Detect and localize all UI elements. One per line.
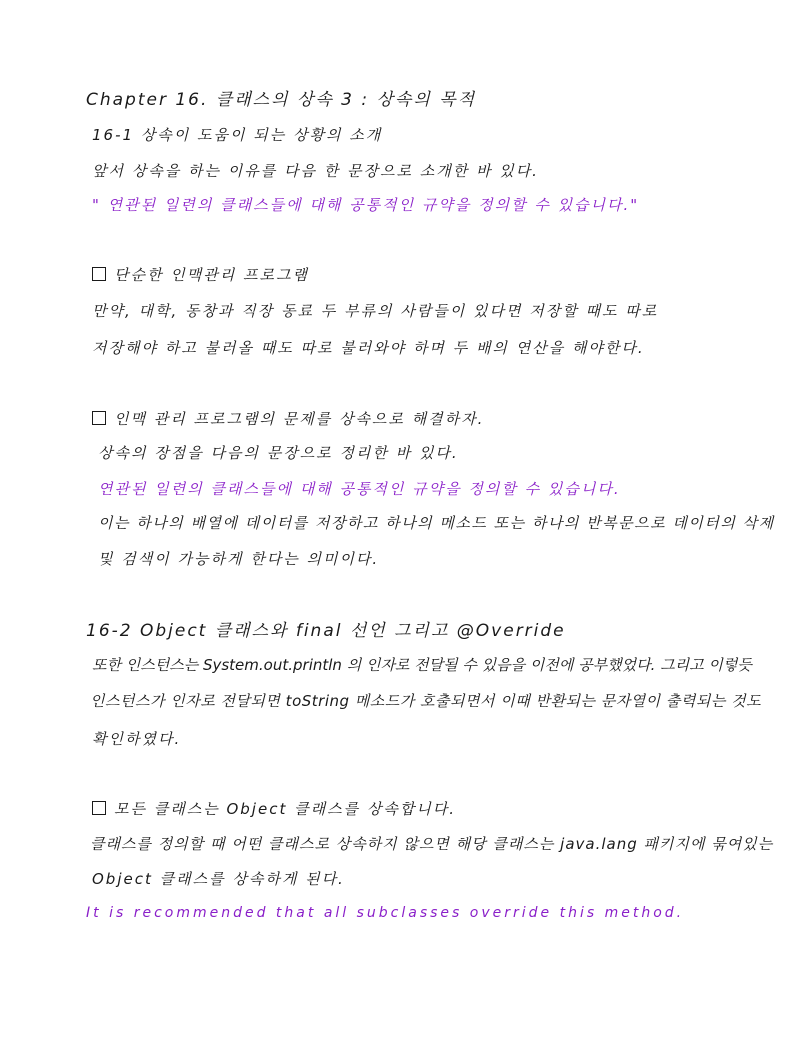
- box1-title: 단순한 인맥관리 프로그램: [114, 266, 309, 284]
- section-16-1-intro: 앞서 상속을 하는 이유를 다음 한 문장으로 소개한 바 있다.: [92, 162, 539, 180]
- box3-title: 모든 클래스는 Object 클래스를 상속합니다.: [114, 800, 457, 818]
- checkbox-square-icon: [92, 801, 106, 815]
- box2-title: 인맥 관리 프로그램의 문제를 상속으로 해결하자.: [114, 410, 485, 428]
- section-16-2-heading: 16-2 Object 클래스와 final 선언 그리고 @Override: [86, 621, 566, 641]
- box1-line2: 저장해야 하고 불러올 때도 따로 불러와야 하며 두 배의 연산을 해야한다.: [92, 339, 645, 357]
- section-16-1-quote: " 연관된 일련의 클래스들에 대해 공통적인 규약을 정의할 수 있습니다.": [92, 196, 640, 214]
- chapter-title: Chapter 16. 클래스의 상속 3 : 상속의 목적: [86, 90, 477, 110]
- checkbox-square-icon: [92, 267, 106, 281]
- box2-quote: 연관된 일련의 클래스들에 대해 공통적인 규약을 정의할 수 있습니다.: [98, 480, 621, 498]
- section-16-2-line3: 확인하였다.: [92, 730, 182, 748]
- box3-title-line: [92, 798, 456, 820]
- box2-line2: 이는 하나의 배열에 데이터를 저장하고 하나의 메소드 또는 하나의 반복문으로 데이터의 삭제: [98, 514, 775, 532]
- box2-title-line: [92, 408, 484, 430]
- section-16-2-line2: 인스턴스가 인자로 전달되면 toString 메소드가 호출되면서 이때 반환되는 문자열이 출력되는 것도: [90, 692, 762, 710]
- section-16-2-line1: 또한 인스턴스는 System.out.println 의 인자로 전달될 수 있음을 이전에 공부했었다. 그리고 이렇듯: [92, 656, 752, 674]
- box3-line1: 클래스를 정의할 때 어떤 클래스로 상속하지 않으면 해당 클래스는 java.lang 패키지에 묶여있는: [90, 835, 774, 853]
- box2-line3: 및 검색이 가능하게 한다는 의미이다.: [98, 550, 380, 568]
- box1-title-line: [92, 264, 309, 286]
- override-note: It is recommended that all subclasses override this method.: [86, 905, 685, 921]
- box1-line1: 만약, 대학, 동창과 직장 동료 두 부류의 사람들이 있다면 저장할 때도 따로: [92, 302, 659, 320]
- box3-line2: Object 클래스를 상속하게 된다.: [92, 870, 345, 888]
- box2-line1: 상속의 장점을 다음의 문장으로 정리한 바 있다.: [98, 444, 459, 462]
- section-16-1-heading: 16-1 상속이 도움이 되는 상황의 소개: [92, 126, 383, 144]
- checkbox-square-icon: [92, 411, 106, 425]
